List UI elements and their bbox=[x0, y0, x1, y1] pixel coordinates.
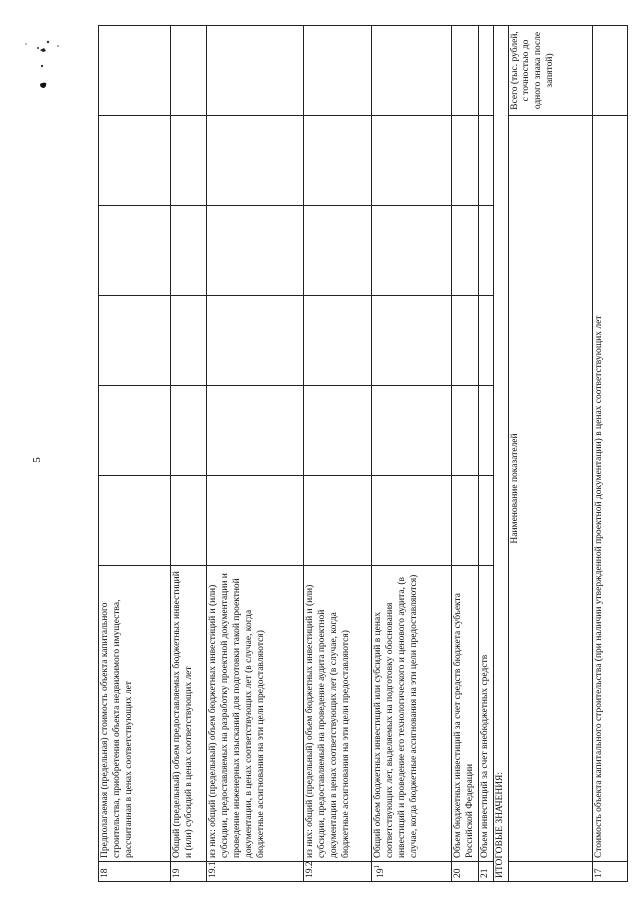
row-number: 19.1 bbox=[207, 862, 304, 882]
value-cell bbox=[171, 26, 207, 116]
table-row bbox=[304, 26, 372, 882]
value-cell bbox=[478, 26, 493, 116]
value-cell bbox=[99, 476, 171, 566]
value-cell bbox=[452, 476, 479, 566]
row-number: 20 bbox=[452, 862, 479, 882]
value-cell bbox=[207, 476, 304, 566]
value-cell bbox=[171, 206, 207, 296]
table-row bbox=[372, 26, 452, 882]
table-row bbox=[207, 26, 304, 882]
value-cell bbox=[372, 386, 452, 476]
value-cell bbox=[99, 116, 171, 206]
page-number: 5 bbox=[31, 457, 43, 463]
table-row bbox=[478, 26, 493, 882]
row-number: $19^1$ bbox=[372, 862, 452, 882]
header-indicator-name: Наименование показателей bbox=[508, 116, 592, 862]
totals-title: ИТОГОВЫЕ ЗНАЧЕНИЯ: bbox=[493, 26, 508, 882]
value-cell bbox=[478, 386, 493, 476]
value-cell bbox=[304, 26, 372, 116]
header-number-cell bbox=[508, 862, 592, 882]
value-cell bbox=[372, 206, 452, 296]
scan-artifact-marks bbox=[18, 34, 78, 104]
value-cell bbox=[372, 476, 452, 566]
value-cell bbox=[372, 26, 452, 116]
value-cell bbox=[171, 386, 207, 476]
row-label: Общий (предельный) объем предоставляемых бюджетных инвестиций и (или) субсидий в ценах соответствующих лет bbox=[171, 566, 207, 862]
table-row bbox=[592, 26, 627, 882]
row-number: 21 bbox=[478, 862, 493, 882]
totals-header-row bbox=[508, 26, 592, 882]
value-cell bbox=[452, 116, 479, 206]
row-label: Стоимость объекта капитального строительства (при наличии утвержденной проектной документации) в ценах соответствующих лет bbox=[592, 116, 627, 862]
row-number: 18 bbox=[99, 862, 171, 882]
value-cell bbox=[207, 206, 304, 296]
value-cell bbox=[171, 116, 207, 206]
value-cell bbox=[592, 26, 627, 116]
row-label: Объем бюджетных инвестиций за счет средств бюджета субъекта Российской Федерации bbox=[452, 566, 479, 862]
value-cell bbox=[99, 26, 171, 116]
value-cell bbox=[304, 296, 372, 386]
value-cell bbox=[99, 206, 171, 296]
value-cell bbox=[171, 296, 207, 386]
rotated-table-wrapper bbox=[98, 26, 618, 882]
value-cell bbox=[478, 476, 493, 566]
value-cell bbox=[207, 26, 304, 116]
value-cell bbox=[304, 386, 372, 476]
value-cell bbox=[478, 296, 493, 386]
value-cell bbox=[452, 206, 479, 296]
row-number-superscript: 1 bbox=[373, 865, 381, 869]
row-number: 19 bbox=[171, 862, 207, 882]
header-total: Всего (тыс. рублей, с точностью до одного знака после запятой) bbox=[508, 26, 592, 116]
row-label: Общий объем бюджетных инвестиций или субсидий в ценах соответствующих лет, выделяемых на подготовку обоснования инвестиций и проведение его технологического и ценового аудита, (в случае, когда бюджетные ассигнования на эти цели предоставляются) bbox=[372, 566, 452, 862]
table-row bbox=[99, 26, 171, 882]
row-label: Объем инвестиций за счет внебюджетных средств bbox=[478, 566, 493, 862]
value-cell bbox=[207, 386, 304, 476]
value-cell bbox=[452, 26, 479, 116]
value-cell bbox=[372, 116, 452, 206]
row-number: 19.2 bbox=[304, 862, 372, 882]
value-cell bbox=[99, 296, 171, 386]
value-cell bbox=[452, 296, 479, 386]
value-cell bbox=[171, 476, 207, 566]
value-cell bbox=[207, 116, 304, 206]
table-row bbox=[452, 26, 479, 882]
value-cell bbox=[207, 296, 304, 386]
value-cell bbox=[304, 476, 372, 566]
value-cell bbox=[478, 116, 493, 206]
row-number: 17 bbox=[592, 862, 627, 882]
totals-title-row bbox=[493, 26, 508, 882]
row-label: Предполагаемая (предельная) стоимость объекта капитального строительства, приобретения объекта недвижимого имущества, рассчитанная в ценах соответствующих лет bbox=[99, 566, 171, 862]
value-cell bbox=[452, 386, 479, 476]
table-row bbox=[171, 26, 207, 882]
value-cell bbox=[304, 116, 372, 206]
indicators-table bbox=[98, 25, 628, 882]
value-cell bbox=[99, 386, 171, 476]
row-label: из них: общий (предельный) объем бюджетных инвестиций и (или) субсидии, предоставляемый на проведение аудита проектной документации в ценах соответствующих лет (в случае, когда бюджетные ассигнования на эти цели предоставляются) bbox=[304, 566, 372, 862]
value-cell bbox=[478, 206, 493, 296]
value-cell bbox=[372, 296, 452, 386]
value-cell bbox=[304, 206, 372, 296]
row-label: из них: общий (предельный) объем бюджетных инвестиций и (или) субсидии, предоставляемых на разработку проектной документации и проведение инженерных изысканий для подготовки такой проектной документации, в ценах соответствующих лет (в случае, когда бюджетные ассигнования на эти цели предоставляются) bbox=[207, 566, 304, 862]
